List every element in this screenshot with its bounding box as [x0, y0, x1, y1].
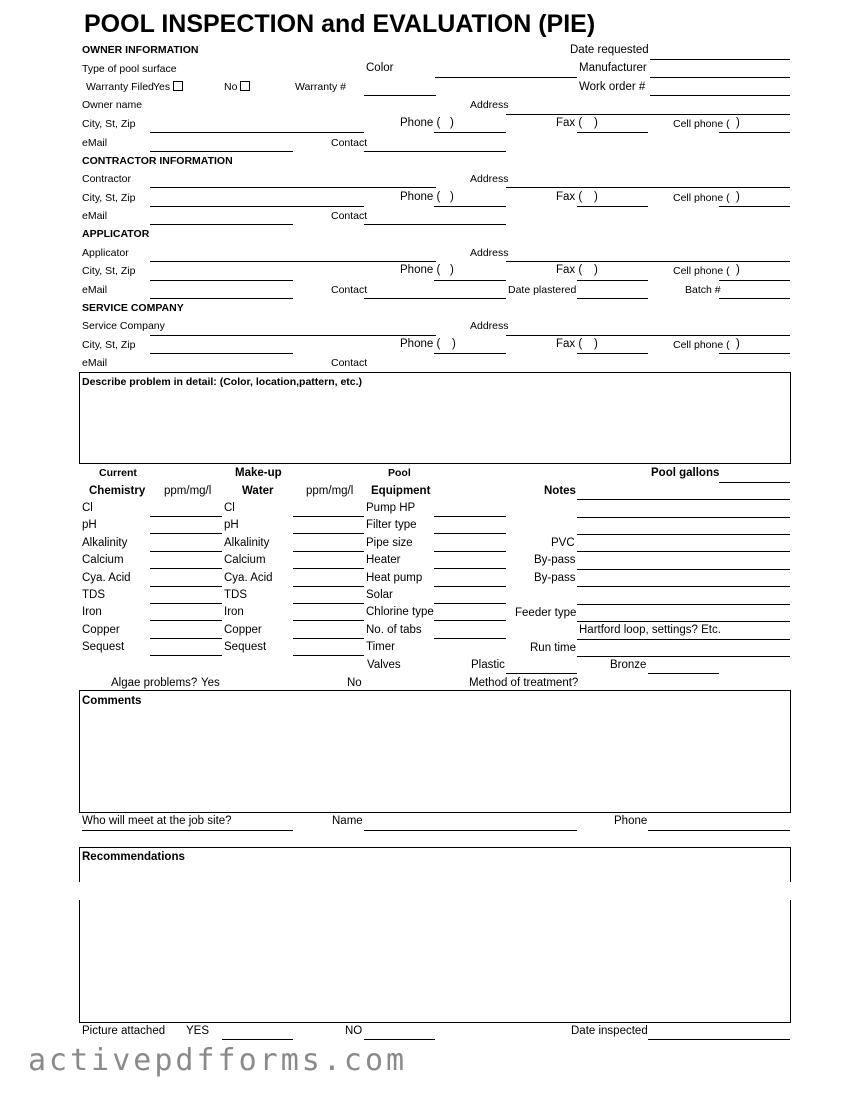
pool-gallons-label: Pool gallons — [651, 467, 720, 479]
valves-label: Valves — [367, 659, 401, 671]
surface-type-label: Type of pool surface — [82, 63, 177, 75]
applicator-phone-field[interactable] — [434, 280, 506, 281]
equipment-value-field[interactable] — [434, 620, 506, 621]
service-fax-label: Fax ( — [556, 338, 583, 350]
owner-city-label: City, St, Zip — [82, 118, 136, 130]
hartford-loop-field[interactable] — [577, 639, 790, 640]
work-order-label: Work order # — [579, 81, 646, 93]
equipment-value-field[interactable] — [434, 638, 506, 639]
date-requested-field[interactable] — [650, 59, 790, 60]
owner-phone-field[interactable] — [434, 132, 506, 133]
applicator-label: Applicator — [82, 247, 129, 259]
makeup-row-label: Sequest — [224, 641, 267, 653]
recommendations-label: Recommendations — [82, 851, 185, 863]
service-contact-label: Contact — [331, 357, 368, 369]
meet-phone-label: Phone — [614, 815, 648, 827]
makeup-value-field[interactable] — [293, 568, 364, 569]
color-field[interactable] — [435, 77, 577, 78]
bypass-field-1[interactable] — [577, 569, 790, 570]
owner-email-label: eMail — [82, 137, 108, 149]
contractor-contact-label: Contact — [331, 210, 368, 222]
service-address-field[interactable] — [506, 335, 790, 336]
current-row-label: Alkalinity — [82, 537, 128, 549]
makeup-row-label: Copper — [224, 624, 262, 636]
contractor-label: Contractor — [82, 173, 132, 185]
owner-address-field[interactable] — [506, 114, 790, 115]
applicator-city-field[interactable] — [150, 280, 293, 281]
owner-name-label: Owner name — [82, 99, 143, 111]
owner-cell-label: Cell phone ( — [673, 118, 730, 130]
warranty-filed-label: Warranty Filed — [86, 81, 154, 93]
contractor-cell-label: Cell phone ( — [673, 192, 730, 204]
makeup-value-field[interactable] — [293, 533, 364, 534]
equipment-heading: Equipment — [371, 485, 431, 497]
pvc-label: PVC — [551, 537, 575, 549]
batch-label: Batch # — [685, 284, 721, 296]
makeup-value-field[interactable] — [293, 655, 364, 656]
contractor-address-field[interactable] — [506, 187, 790, 188]
date-requested-label: Date requested — [570, 44, 649, 56]
run-time-field[interactable] — [577, 656, 790, 657]
feeder-type-field[interactable] — [577, 621, 790, 622]
current-row-label: Cl — [82, 502, 93, 514]
notes-line-2[interactable] — [577, 534, 790, 535]
current-value-field[interactable] — [150, 516, 222, 517]
date-plastered-label: Date plastered — [508, 284, 577, 296]
makeup-unit-heading: ppm/mg/l — [306, 485, 354, 497]
applicator-field[interactable] — [150, 261, 436, 262]
contractor-contact-field[interactable] — [364, 224, 506, 225]
recommendations-box[interactable] — [79, 847, 791, 1023]
feeder-type-label: Feeder type — [515, 607, 577, 619]
page-title: POOL INSPECTION and EVALUATION (PIE) — [84, 10, 596, 38]
applicator-cell-field[interactable] — [719, 280, 790, 281]
owner-fax-label: Fax ( — [556, 117, 583, 129]
picture-yes-label: YES — [186, 1025, 210, 1037]
contractor-phone-label: Phone ( — [400, 191, 441, 203]
manufacturer-field[interactable] — [650, 77, 790, 78]
makeup-row-label: pH — [224, 519, 239, 531]
service-email-label: eMail — [82, 357, 108, 369]
applicator-contact-field[interactable] — [364, 298, 506, 299]
hartford-loop-label: Hartford loop, settings? Etc. — [579, 624, 721, 636]
warranty-yes-label: Yes — [153, 81, 171, 93]
picture-no-field[interactable] — [364, 1039, 435, 1040]
makeup-value-field[interactable] — [293, 620, 364, 621]
equipment-value-field[interactable] — [434, 533, 506, 534]
current-value-field[interactable] — [150, 533, 222, 534]
pvc-field[interactable] — [577, 551, 790, 552]
contractor-city-field[interactable] — [150, 206, 364, 207]
notes-heading: Notes — [544, 485, 576, 497]
notes-field[interactable] — [577, 499, 790, 500]
current-row-label: Calcium — [82, 554, 124, 566]
service-cell-label: Cell phone ( — [673, 339, 730, 351]
picture-yes-field[interactable] — [222, 1039, 293, 1040]
contractor-email-label: eMail — [82, 210, 108, 222]
watermark: activepdfforms.com — [28, 1043, 408, 1078]
applicator-contact-label: Contact — [331, 284, 368, 296]
algae-no-option[interactable]: No — [347, 677, 362, 689]
bypass-label-2: By-pass — [534, 572, 576, 584]
equipment-value-field[interactable] — [434, 551, 506, 552]
who-meet-label: Who will meet at the job site? — [82, 815, 232, 827]
applicator-address-field[interactable] — [506, 261, 790, 262]
owner-phone-label: Phone ( — [400, 117, 441, 129]
bypass-label-1: By-pass — [534, 554, 576, 566]
service-company-field[interactable] — [150, 335, 436, 336]
current-heading: Current — [99, 467, 137, 479]
warranty-no-checkbox[interactable] — [240, 81, 250, 91]
makeup-row-label: TDS — [224, 589, 247, 601]
current-row-label: Sequest — [82, 641, 125, 653]
service-heading: SERVICE COMPANY — [82, 302, 184, 314]
makeup-value-field[interactable] — [293, 638, 364, 639]
current-value-field[interactable] — [150, 603, 222, 604]
makeup-row-label: Iron — [224, 606, 244, 618]
current-row-label: TDS — [82, 589, 105, 601]
bronze-label: Bronze — [610, 659, 647, 671]
plastic-field[interactable] — [506, 673, 577, 674]
owner-heading: OWNER INFORMATION — [82, 44, 199, 56]
meet-name-label: Name — [332, 815, 363, 827]
work-order-field[interactable] — [650, 95, 790, 96]
applicator-fax-field[interactable] — [577, 280, 648, 281]
color-label: Color — [366, 62, 394, 74]
algae-problems-label: Algae problems? — [111, 677, 198, 689]
applicator-city-label: City, St, Zip — [82, 265, 136, 277]
applicator-email-label: eMail — [82, 284, 108, 296]
current-value-field[interactable] — [150, 586, 222, 587]
current-value-field[interactable] — [150, 620, 222, 621]
owner-fax-field[interactable] — [577, 132, 648, 133]
current-row-label: pH — [82, 519, 97, 531]
contractor-email-field[interactable] — [150, 224, 293, 225]
owner-contact-field[interactable] — [364, 151, 506, 152]
equipment-row-label: Pipe size — [366, 537, 413, 549]
contractor-city-label: City, St, Zip — [82, 192, 136, 204]
makeup-row-label: Cl — [224, 502, 235, 514]
owner-address-label: Address — [470, 99, 509, 111]
service-city-field[interactable] — [150, 353, 293, 354]
makeup-row-label: Cya. Acid — [224, 572, 273, 584]
contractor-fax-label: Fax ( — [556, 191, 583, 203]
applicator-email-field[interactable] — [150, 298, 293, 299]
makeup-value-field[interactable] — [293, 551, 364, 552]
current-value-field[interactable] — [150, 638, 222, 639]
makeup-value-field[interactable] — [293, 586, 364, 587]
contractor-phone-field[interactable] — [434, 206, 506, 207]
applicator-heading: APPLICATOR — [82, 228, 150, 240]
current-row-label: Cya. Acid — [82, 572, 131, 584]
makeup-heading: Make-up — [235, 467, 282, 479]
service-cell-field[interactable] — [719, 353, 790, 354]
bronze-field[interactable] — [648, 673, 719, 674]
applicator-address-label: Address — [470, 247, 509, 259]
makeup-value-field[interactable] — [293, 516, 364, 517]
problem-description-label: Describe problem in detail: (Color, location,pattern, etc.) — [82, 376, 363, 388]
equipment-row-label: Pump HP — [366, 502, 416, 514]
chemistry-heading: Chemistry — [89, 485, 146, 497]
equipment-value-field[interactable] — [434, 586, 506, 587]
picture-attached-label: Picture attached — [82, 1025, 166, 1037]
equipment-row-label: Chlorine type — [366, 606, 434, 618]
warranty-no-option[interactable] — [224, 81, 250, 93]
pool-gallons-field[interactable] — [719, 482, 790, 483]
contractor-cell-field[interactable] — [719, 206, 790, 207]
owner-email-field[interactable] — [150, 151, 293, 152]
who-meet-line — [82, 830, 293, 831]
algae-yes-option[interactable]: Yes — [201, 677, 220, 689]
makeup-row-label: Calcium — [224, 554, 266, 566]
warranty-number-field[interactable] — [364, 95, 436, 96]
pool-heading: Pool — [388, 467, 411, 479]
current-unit-heading: ppm/mg/l — [164, 485, 212, 497]
picture-no-label: NO — [345, 1025, 363, 1037]
applicator-phone-label: Phone ( — [400, 264, 441, 276]
warranty-number-label: Warranty # — [295, 81, 346, 93]
contractor-fax-field[interactable] — [577, 206, 648, 207]
method-treatment-label: Method of treatment? — [469, 677, 579, 689]
problem-description-box[interactable] — [79, 372, 791, 464]
equipment-row-label: Filter type — [366, 519, 417, 531]
notes-line-3[interactable] — [577, 604, 790, 605]
contractor-heading: CONTRACTOR INFORMATION — [82, 155, 233, 167]
equipment-value-field[interactable] — [434, 516, 506, 517]
current-value-field[interactable] — [150, 655, 222, 656]
bypass-field-2[interactable] — [577, 586, 790, 587]
date-plastered-field[interactable] — [577, 298, 648, 299]
applicator-cell-label: Cell phone ( — [673, 265, 730, 277]
comments-box[interactable] — [79, 690, 791, 813]
meet-phone-field[interactable] — [648, 830, 790, 831]
service-fax-field[interactable] — [577, 353, 648, 354]
equipment-row-label: Solar — [366, 589, 393, 601]
owner-contact-label: Contact — [331, 137, 368, 149]
service-phone-field[interactable] — [434, 353, 506, 354]
service-company-label: Service Company — [82, 320, 165, 332]
warranty-yes-checkbox[interactable] — [173, 81, 183, 91]
meet-name-field[interactable] — [364, 830, 577, 831]
current-value-field[interactable] — [150, 568, 222, 569]
equipment-row-label: Heat pump — [366, 572, 423, 584]
date-inspected-label: Date inspected — [571, 1025, 648, 1037]
makeup-value-field[interactable] — [293, 603, 364, 604]
equipment-row-label: Timer — [366, 641, 395, 653]
manufacturer-label: Manufacturer — [579, 62, 647, 74]
contractor-field[interactable] — [150, 187, 436, 188]
equipment-value-field[interactable] — [434, 603, 506, 604]
current-row-label: Copper — [82, 624, 120, 636]
service-address-label: Address — [470, 320, 509, 332]
owner-city-field[interactable] — [150, 132, 364, 133]
equipment-row-label: No. of tabs — [366, 624, 422, 636]
comments-label: Comments — [82, 695, 142, 707]
service-city-label: City, St, Zip — [82, 339, 136, 351]
equipment-value-field[interactable] — [434, 568, 506, 569]
makeup-row-label: Alkalinity — [224, 537, 270, 549]
plastic-label: Plastic — [471, 659, 505, 671]
service-phone-label: Phone ( — [400, 338, 441, 350]
owner-cell-field[interactable] — [719, 132, 790, 133]
notes-line-1[interactable] — [577, 517, 790, 518]
warranty-no-label: No — [224, 81, 238, 93]
applicator-fax-label: Fax ( — [556, 264, 583, 276]
water-heading: Water — [242, 485, 274, 497]
date-inspected-field[interactable] — [648, 1039, 790, 1040]
batch-field[interactable] — [719, 298, 790, 299]
run-time-label: Run time — [530, 642, 577, 654]
contractor-address-label: Address — [470, 173, 509, 185]
current-value-field[interactable] — [150, 551, 222, 552]
equipment-row-label: Heater — [366, 554, 401, 566]
current-row-label: Iron — [82, 606, 102, 618]
warranty-yes-option[interactable] — [153, 81, 183, 93]
